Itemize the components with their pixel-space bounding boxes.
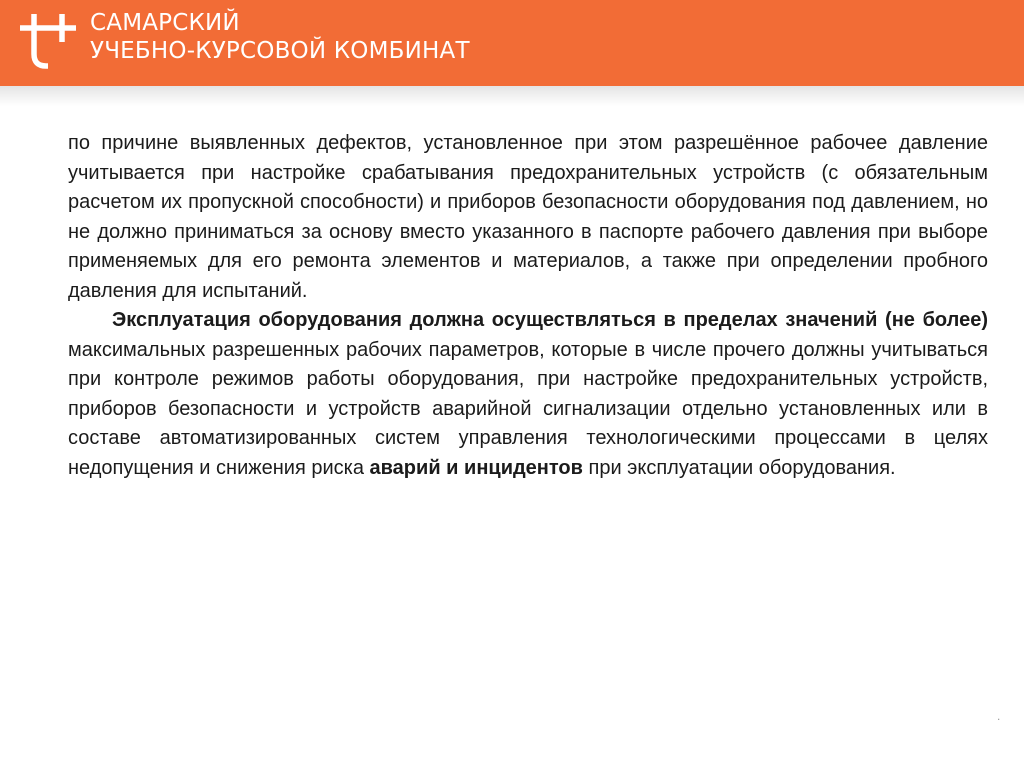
paragraph-2 — [68, 306, 988, 483]
org-name — [90, 9, 470, 65]
slide-header — [0, 0, 1024, 86]
slide-body — [68, 129, 988, 483]
org-name-line1: САМАРСКИЙ — [90, 10, 240, 36]
tt-logo-icon — [14, 10, 78, 74]
header-shadow — [0, 86, 1024, 106]
paragraph-2-text-1: максимальных разрешенных рабочих параметров, которые в числе прочего должны учитываться при контроле режимов работы оборудования, при настройке предохранительных устройств, приборов безопасности и устройств аварийной сигнализации отдельно установленных или в составе автоматизированных систем управления технологическими процессами в целях недопущения и снижения риска — [68, 338, 988, 479]
paragraph-1: по причине выявленных дефектов, установленное при этом разрешённое рабочее давление учитывается при настройке срабатывания предохранительных устройств (с обязательным расчетом их пропускной способности) и приборов безопасности оборудования под давлением, но не должно приниматься за основу вместо указанного в паспорте рабочего давления при выборе применяемых для его ремонта элементов и материалов, а также при определении пробного давления для испытаний. — [68, 132, 988, 302]
slide-marker: . — [997, 709, 1001, 723]
paragraph-2-bold-lead: Эксплуатация оборудования должна осуществляться в пределах значений (не более) — [112, 309, 988, 331]
org-name-line2: УЧЕБНО-КУРСОВОЙ КОМБИНАТ — [90, 38, 470, 64]
paragraph-2-bold-mid: аварий и инцидентов — [369, 456, 583, 479]
paragraph-2-text-2: при эксплуатации оборудования. — [582, 456, 896, 479]
